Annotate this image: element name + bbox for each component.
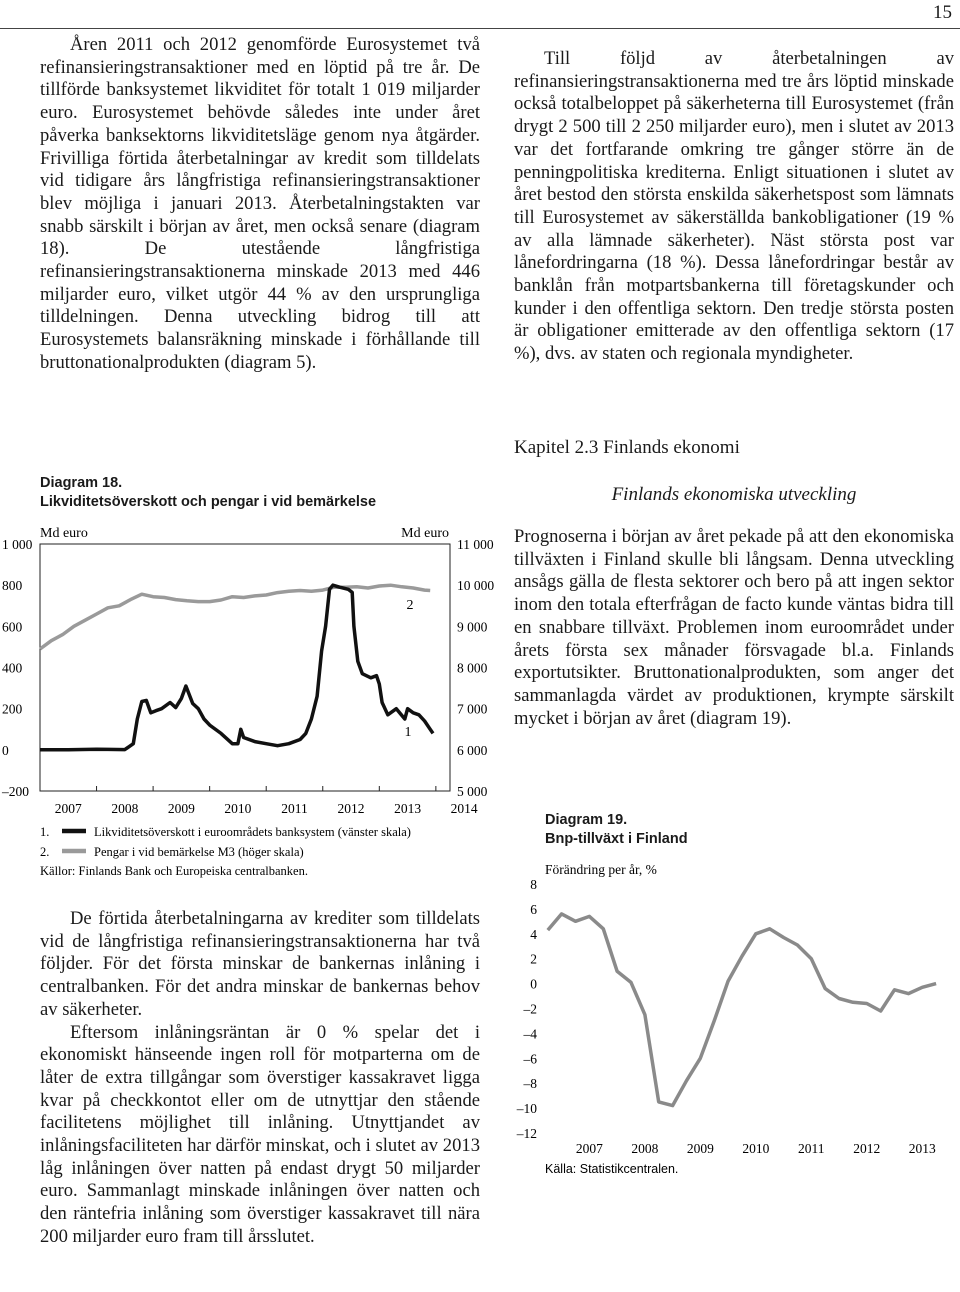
chart18-left-tick: 800 — [2, 578, 23, 594]
paragraph-ltro: Åren 2011 och 2012 genomförde Eurosystemet två refinansieringstransaktioner med en löptid på tre år. De tillförde banksystemet likviditet för totalt 1 019 miljarder euro. Eurosystemet behövde således inte under året påverka banksektorns likviditetsläge genom nya åtgärder. Frivilliga förtida återbetalningar av kredit som tilldelats vid tidigare års långfristiga refinansieringstransaktioner blev möjliga i januari 2013. Återbetalningstakten var snabb särskilt i början av året, men också senare (diagram 18). De utestående långfristiga refinansieringstransaktionerna minskade 2013 med 446 miljarder euro, vilket utgör 44 % av den ursprungliga tilldelningen. Denna utveckling bidrog till att Eurosystemets balansräkning minskade i förhållande till bruttonationalprodukten (diagram 5). — [40, 34, 480, 373]
chart19-y-tick: –2 — [523, 1001, 537, 1017]
chart19-y-tick: –12 — [516, 1126, 537, 1141]
chart19-series-gdp — [548, 914, 936, 1106]
chart19-x-tick: 2011 — [798, 1141, 825, 1156]
chart19-y-tick: 8 — [530, 877, 537, 892]
chart18-left-tick: 1 000 — [2, 537, 33, 552]
diagram19-heading — [545, 811, 688, 849]
chart18-source: Källor: Finlands Bank och Europeiska centralbanken. — [40, 864, 308, 878]
chart19-y-tick: 2 — [530, 951, 537, 967]
chart18-x-tick: 2007 — [54, 801, 82, 816]
chart19-y-tick: –8 — [523, 1076, 537, 1092]
chart18-left-tick: 0 — [2, 742, 9, 758]
chart19-source: Källa: Statistikcentralen. — [545, 1162, 679, 1176]
chart18-x-tick: 2010 — [224, 801, 252, 816]
chart18-plot-frame — [40, 544, 450, 791]
chart18-right-unit: Md euro — [401, 526, 449, 541]
diagram19-label: Diagram 19. — [545, 812, 628, 828]
chart18-right-tick: 6 000 — [457, 742, 488, 758]
chart18-right-tick: 7 000 — [457, 701, 488, 717]
chart19-y-tick: 6 — [530, 901, 537, 917]
chart18-right-tick: 10 000 — [457, 578, 495, 594]
chart18-right-tick: 5 000 — [457, 784, 488, 799]
diagram18-chart — [0, 515, 510, 895]
chart19-x-tick: 2008 — [631, 1141, 659, 1156]
legend-2-text: Pengar i vid bemärkelse M3 (höger skala) — [94, 845, 304, 859]
left-column-bottom — [40, 908, 480, 1249]
right-column-bottom — [514, 526, 954, 730]
diagram18-label: Diagram 18. — [40, 475, 123, 491]
chart19-x-tick: 2012 — [853, 1141, 881, 1156]
chart19-x-tick: 2010 — [742, 1141, 770, 1156]
chart18-right-tick: 11 000 — [457, 537, 494, 552]
chart18-series-label-2: 2 — [406, 598, 414, 613]
chart19-y-tick: 0 — [530, 976, 537, 992]
chart18-x-tick: 2013 — [394, 801, 422, 816]
chart19-unit: Förändring per år, % — [545, 862, 657, 877]
chapter-heading: Kapitel 2.3 Finlands ekonomi — [514, 437, 740, 458]
chart18-x-tick: 2009 — [167, 801, 195, 816]
header-rule — [0, 28, 960, 29]
legend-1-num: 1. — [40, 825, 50, 839]
chart18-left-unit: Md euro — [40, 526, 88, 541]
left-column-top — [40, 34, 480, 375]
chart19-x-tick: 2009 — [686, 1141, 714, 1156]
chart18-left-tick: –200 — [2, 784, 29, 799]
chart19-y-tick: –4 — [523, 1026, 537, 1042]
chart19-x-tick: 2007 — [575, 1141, 603, 1156]
chart19-y-tick: –10 — [516, 1101, 537, 1117]
legend-2-num: 2. — [40, 845, 50, 859]
paragraph-repayments: De förtida återbetalningarna av krediter som tilldelats vid de långfristiga refinansieringstransaktionerna har två följder. För det första minskar de bankernas inlåning i centralbanken. För det andra minskar de bankernas behov av säkerheter. — [40, 908, 480, 1020]
right-column-top — [514, 48, 954, 366]
diagram18-title: Likviditetsöverskott och pengar i vid bemärkelse — [40, 494, 377, 510]
legend-1-text: Likviditetsöverskott i euroområdets banksystem (vänster skala) — [94, 825, 411, 839]
chart18-right-tick: 8 000 — [457, 660, 488, 676]
chart18-x-tick: 2012 — [337, 801, 365, 816]
chart19-x-tick: 2013 — [908, 1141, 936, 1156]
chart18-right-tick: 9 000 — [457, 619, 488, 635]
chart18-legend — [40, 825, 411, 878]
paragraph-finland-economy: Prognoserna i början av året pekade på att den ekonomiska tillväxten i Finland skulle bli långsam. Denna utveckling ansågs gälla de flesta sektorer och bero på att ingen sektor inom den totala efterfrågan de facto kunde väntas bidra till en snabbare tillväxt. Problemen inom euroområdet under årets första sex månader försvagade bl.a. Finlands exportutsikter. Bruttonationalprodukten, som anger det sammanlagda värdet av produktionen, krympte särskilt mycket i början av året (diagram 19). — [514, 526, 954, 729]
chart18-left-tick: 200 — [2, 701, 23, 717]
diagram19-chart — [505, 855, 955, 1190]
page-number: 15 — [933, 2, 952, 23]
chart18-x-tick: 2014 — [450, 801, 478, 816]
section-heading: Finlands ekonomiska utveckling — [611, 484, 857, 505]
chart19-y-tick: –6 — [523, 1051, 537, 1067]
chart19-y-tick: 4 — [530, 926, 537, 942]
diagram18-heading — [40, 474, 376, 512]
chart18-x-tick: 2011 — [281, 801, 308, 816]
chart18-series-m3 — [40, 585, 430, 649]
chart18-x-tick: 2008 — [111, 801, 139, 816]
chart18-series-label-1: 1 — [404, 725, 412, 740]
chart18-left-tick: 400 — [2, 660, 23, 676]
chart18-series-liquidity — [40, 585, 433, 750]
paragraph-collateral: Till följd av återbetalningen av refinansieringstransaktionerna med tre års löptid minskade också totalbeloppet på säkerheterna till Eurosystemet (från drygt 2 500 till 2 250 miljarder euro), men i slutet av 2013 var det fortfarande omkring tre gånger större än de penningpolitiska krediterna. Enligt situationen i slutet av året bestod den största enskilda säkerhetspost som lämnats till Eurosystemet av säkerställda bankobligationer (19 % av alla lämnade säkerheter). Näst största post var lånefordringarna (18 %). Dessa lånefordringar består av banklån från motpartsbankerna till företagskunder och kunder i den offentliga sektorn. Den tredje största posten är obligationer emitterade av den offentliga sektorn (17 %), dvs. av staten och regionala myndigheter. — [514, 48, 954, 365]
chart18-left-tick: 600 — [2, 619, 23, 635]
paragraph-deposit-rate: Eftersom inlåningsräntan är 0 % spelar det i ekonomiskt hänseende ingen roll för motparterna om de låter de extra tillgångar som överstiger kassakravet ligga kvar på checkkontot eller om de utnyttjar den stående facilitetens möjlighet till inlåning. Utnyttjandet av inlåningsfaciliteten har därför minskat, och i slutet av 2013 låg inlåningen över natten på endast drygt 50 miljarder euro. Sammanlagt minskade inlåningen över natten och den räntefria inlåning som överstiger kassakravet till nära 200 miljarder euro fram till årsslutet. — [40, 1021, 480, 1247]
diagram19-title: Bnp-tillväxt i Finland — [545, 831, 688, 847]
